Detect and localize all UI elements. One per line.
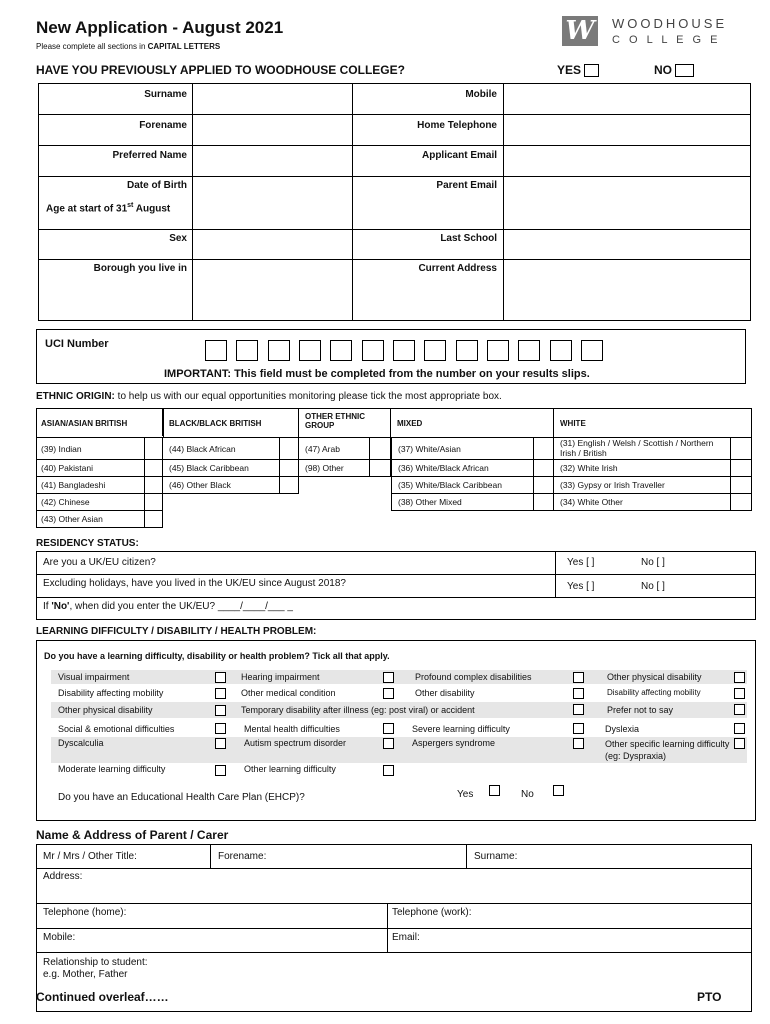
uci-digit-4[interactable] bbox=[299, 340, 321, 361]
parent-address-field[interactable]: Address: bbox=[43, 871, 83, 882]
ethnic-checkbox-indian[interactable] bbox=[144, 437, 163, 460]
header-asian: ASIAN/ASIAN BRITISH bbox=[41, 419, 128, 428]
checkbox-dyscalculia[interactable] bbox=[215, 738, 226, 749]
checkbox-other-physical[interactable] bbox=[215, 705, 226, 716]
checkbox-other-specific-learning[interactable] bbox=[734, 738, 745, 749]
option-other-learning: Other learning difficulty bbox=[244, 764, 336, 774]
checkbox-social-emotional[interactable] bbox=[215, 723, 226, 734]
ethnic-checkbox-white-asian[interactable] bbox=[533, 437, 554, 460]
uci-digit-2[interactable] bbox=[236, 340, 258, 361]
applicant-email-label: Applicant Email bbox=[421, 150, 497, 161]
header-black: BLACK/BLACK BRITISH bbox=[169, 419, 262, 428]
checkbox-other-learning[interactable] bbox=[383, 765, 394, 776]
ehcp-no-label: No bbox=[521, 789, 534, 800]
borough-field[interactable] bbox=[193, 260, 352, 320]
ethnic-option-bangladeshi: (41) Bangladeshi bbox=[41, 480, 106, 490]
uci-digit-6[interactable] bbox=[362, 340, 384, 361]
ethnic-checkbox-black-caribbean[interactable] bbox=[280, 460, 299, 477]
citizen-yes-option[interactable]: Yes [ ] bbox=[567, 557, 595, 568]
lived-no-option[interactable]: No [ ] bbox=[641, 581, 665, 592]
ethnic-option-gypsy-traveller: (33) Gypsy or Irish Traveller bbox=[560, 480, 665, 490]
ehcp-yes-label: Yes bbox=[457, 789, 474, 800]
preferred-name-field[interactable] bbox=[193, 146, 352, 176]
option-other-physical-2: Other physical disability bbox=[607, 672, 702, 682]
uci-digit-5[interactable] bbox=[330, 340, 352, 361]
ethnic-checkbox-chinese[interactable] bbox=[144, 494, 163, 511]
age-label: Age at start of 31st August bbox=[46, 202, 171, 215]
uci-digit-3[interactable] bbox=[268, 340, 290, 361]
uci-digit-7[interactable] bbox=[393, 340, 415, 361]
previously-applied-no[interactable]: NO bbox=[654, 63, 694, 77]
option-other-physical: Other physical disability bbox=[58, 705, 153, 715]
ethnic-checkbox-black-african[interactable] bbox=[280, 437, 299, 460]
dob-field[interactable] bbox=[193, 177, 352, 229]
dob-label: Date of Birth bbox=[127, 180, 187, 191]
ethnic-checkbox-other[interactable] bbox=[370, 460, 391, 477]
ethnic-option-arab: (47) Arab bbox=[305, 444, 340, 454]
ethnic-option-white-black-african: (36) White/Black African bbox=[398, 463, 489, 473]
relationship-label[interactable]: Relationship to student: bbox=[43, 957, 148, 968]
mobile-field[interactable] bbox=[504, 84, 750, 114]
ehcp-no-checkbox[interactable] bbox=[553, 785, 564, 796]
ethnic-checkbox-british[interactable] bbox=[731, 437, 752, 460]
ethnic-option-other-asian: (43) Other Asian bbox=[41, 514, 103, 524]
option-dyscalculia: Dyscalculia bbox=[58, 738, 104, 748]
ethnic-checkbox-arab[interactable] bbox=[370, 437, 391, 460]
forename-field[interactable] bbox=[193, 115, 352, 145]
ethnic-table bbox=[36, 408, 756, 530]
ehcp-yes-checkbox[interactable] bbox=[489, 785, 500, 796]
ethnic-option-pakistani: (40) Pakistani bbox=[41, 463, 93, 473]
ethnic-checkbox-other-asian[interactable] bbox=[144, 511, 163, 528]
parent-heading: Name & Address of Parent / Carer bbox=[36, 828, 229, 842]
lived-in-uk-question: Excluding holidays, have you lived in the UK/EU since August 2018? bbox=[43, 578, 346, 589]
option-disability-mobility: Disability affecting mobility bbox=[58, 688, 164, 698]
mobile-label: Mobile bbox=[465, 89, 497, 100]
option-prefer-not-to-say: Prefer not to say bbox=[607, 705, 674, 715]
checkbox-moderate-learning[interactable] bbox=[215, 765, 226, 776]
checkbox-visual-impairment[interactable] bbox=[215, 672, 226, 683]
ethnic-option-white-other: (34) White Other bbox=[560, 497, 623, 507]
yes-checkbox[interactable] bbox=[584, 64, 599, 77]
option-aspergers: Aspergers syndrome bbox=[412, 738, 496, 748]
uk-eu-citizen-question: Are you a UK/EU citizen? bbox=[43, 557, 156, 568]
header-white: WHITE bbox=[560, 419, 586, 428]
ethnic-checkbox-white-black-caribbean[interactable] bbox=[533, 477, 554, 494]
checkbox-profound-complex[interactable] bbox=[573, 672, 584, 683]
logo-text-line2: C O L L E G E bbox=[612, 34, 721, 46]
checkbox-hearing-impairment[interactable] bbox=[383, 672, 394, 683]
option-severe-learning: Severe learning difficulty bbox=[412, 724, 510, 734]
learning-question: Do you have a learning difficulty, disability or health problem? Tick all that apply. bbox=[44, 651, 390, 661]
logo-w-icon: W bbox=[565, 16, 595, 46]
previously-applied-yes[interactable]: YES bbox=[557, 63, 599, 77]
parent-email-label: Parent Email bbox=[436, 180, 497, 191]
ethnic-checkbox-white-irish[interactable] bbox=[731, 460, 752, 477]
current-address-field[interactable] bbox=[504, 260, 750, 320]
option-autism: Autism spectrum disorder bbox=[244, 738, 347, 748]
checkbox-disability-mobility[interactable] bbox=[215, 688, 226, 699]
checkbox-autism[interactable] bbox=[383, 738, 394, 749]
relationship-example: e.g. Mother, Father bbox=[43, 969, 128, 980]
preferred-name-label: Preferred Name bbox=[112, 150, 187, 161]
option-social-emotional: Social & emotional difficulties bbox=[58, 724, 175, 734]
previously-applied-question: HAVE YOU PREVIOUSLY APPLIED TO WOODHOUSE COLLEGE? bbox=[36, 63, 405, 77]
uci-digit-1[interactable] bbox=[205, 340, 227, 361]
uci-digit-9[interactable] bbox=[456, 340, 478, 361]
ethnic-checkbox-white-other[interactable] bbox=[731, 494, 752, 511]
parent-surname-field[interactable]: Surname: bbox=[474, 851, 518, 862]
residency-section bbox=[36, 551, 756, 620]
option-mental-health: Mental health difficulties bbox=[244, 724, 340, 734]
option-other-medical: Other medical condition bbox=[241, 688, 336, 698]
pto-label: PTO bbox=[697, 990, 722, 1004]
option-disability-mobility-2: Disability affecting mobility bbox=[607, 688, 701, 697]
option-moderate-learning: Moderate learning difficulty bbox=[58, 764, 166, 774]
uci-label: UCI Number bbox=[45, 338, 109, 350]
option-dyslexia: Dyslexia bbox=[605, 724, 640, 734]
uci-digit-13[interactable] bbox=[581, 340, 603, 361]
ethnic-option-white-black-caribbean: (35) White/Black Caribbean bbox=[398, 480, 502, 490]
ethnic-checkbox-other-black[interactable] bbox=[280, 477, 299, 494]
learning-section bbox=[36, 640, 756, 821]
option-profound-complex: Profound complex disabilities bbox=[415, 672, 532, 682]
checkbox-disability-mobility-2[interactable] bbox=[734, 688, 745, 699]
sex-label: Sex bbox=[169, 233, 187, 244]
uci-digit-11[interactable] bbox=[518, 340, 540, 361]
checkbox-other-physical-2[interactable] bbox=[734, 672, 745, 683]
ethnic-checkbox-gypsy-traveller[interactable] bbox=[731, 477, 752, 494]
college-logo bbox=[562, 16, 598, 46]
ehcp-question: Do you have an Educational Health Care Plan (EHCP)? bbox=[58, 792, 305, 803]
home-telephone-label: Home Telephone bbox=[417, 120, 497, 131]
ethnic-checkbox-other-mixed[interactable] bbox=[533, 494, 554, 511]
uci-digit-8[interactable] bbox=[424, 340, 446, 361]
applicant-email-field[interactable] bbox=[504, 146, 750, 176]
ethnic-checkbox-bangladeshi[interactable] bbox=[144, 477, 163, 494]
parent-tel-work-field[interactable]: Telephone (work): bbox=[392, 907, 472, 918]
ethnic-checkbox-pakistani[interactable] bbox=[144, 460, 163, 477]
option-visual-impairment: Visual impairment bbox=[58, 672, 130, 682]
entry-date-question[interactable]: If 'No', when did you enter the UK/EU? ____/____/___ _ bbox=[43, 601, 293, 612]
parent-title-field[interactable]: Mr / Mrs / Other Title: bbox=[43, 851, 137, 862]
parent-email-field[interactable] bbox=[504, 177, 750, 229]
surname-field[interactable] bbox=[193, 84, 352, 114]
option-temporary-disability: Temporary disability after illness (eg: post viral) or accident bbox=[241, 705, 475, 715]
option-other-disability: Other disability bbox=[415, 688, 475, 698]
checkbox-prefer-not-to-say[interactable] bbox=[734, 704, 745, 715]
personal-details-grid bbox=[38, 83, 751, 321]
ethnic-option-other-black: (46) Other Black bbox=[169, 480, 231, 490]
page-title: New Application - August 2021 bbox=[36, 18, 284, 37]
ethnic-option-chinese: (42) Chinese bbox=[41, 497, 90, 507]
ethnic-option-other-mixed: (38) Other Mixed bbox=[398, 497, 462, 507]
checkbox-temporary-disability[interactable] bbox=[573, 704, 584, 715]
ethnic-option-british: (31) English / Welsh / Scottish / Northern Irish / British bbox=[560, 438, 714, 458]
citizen-no-option[interactable]: No [ ] bbox=[641, 557, 665, 568]
ethnic-option-white-asian: (37) White/Asian bbox=[398, 444, 461, 454]
residency-heading: RESIDENCY STATUS: bbox=[36, 538, 139, 549]
parent-forename-field[interactable]: Forename: bbox=[218, 851, 267, 862]
ethnic-option-black-african: (44) Black African bbox=[169, 444, 236, 454]
checkbox-other-disability[interactable] bbox=[573, 688, 584, 699]
option-hearing-impairment: Hearing impairment bbox=[241, 672, 320, 682]
option-other-specific-learning: Other specific learning difficulty (eg: Dyspraxia) bbox=[605, 739, 730, 761]
last-school-field[interactable] bbox=[504, 230, 750, 259]
checkbox-mental-health[interactable] bbox=[383, 723, 394, 734]
checkbox-aspergers[interactable] bbox=[573, 738, 584, 749]
header-other: OTHER ETHNIC GROUP bbox=[305, 412, 365, 430]
parent-tel-home-field[interactable]: Telephone (home): bbox=[43, 907, 127, 918]
checkbox-other-medical[interactable] bbox=[383, 688, 394, 699]
current-address-label: Current Address bbox=[418, 263, 497, 274]
uci-digit-12[interactable] bbox=[550, 340, 572, 361]
ethnic-option-other: (98) Other bbox=[305, 463, 344, 473]
instructions: Please complete all sections in CAPITAL LETTERS bbox=[36, 42, 221, 51]
logo-text-line1: WOODHOUSE bbox=[612, 16, 728, 31]
parent-email-field[interactable]: Email: bbox=[392, 932, 420, 943]
uci-digit-10[interactable] bbox=[487, 340, 509, 361]
checkbox-severe-learning[interactable] bbox=[573, 723, 584, 734]
last-school-label: Last School bbox=[440, 233, 497, 244]
ethnic-checkbox-white-black-african[interactable] bbox=[533, 460, 554, 477]
header-mixed: MIXED bbox=[397, 419, 423, 428]
continued-overleaf: Continued overleaf…… bbox=[36, 990, 169, 1004]
uci-important-note: IMPORTANT: This field must be completed from the number on your results slips. bbox=[164, 368, 590, 380]
parent-mobile-field[interactable]: Mobile: bbox=[43, 932, 76, 943]
ethnic-heading: ETHNIC ORIGIN: to help us with our equal opportunities monitoring please tick the most appropriate box. bbox=[36, 391, 502, 402]
ethnic-option-white-irish: (32) White Irish bbox=[560, 463, 618, 473]
ethnic-option-black-caribbean: (45) Black Caribbean bbox=[169, 463, 249, 473]
lived-yes-option[interactable]: Yes [ ] bbox=[567, 581, 595, 592]
forename-label: Forename bbox=[139, 120, 187, 131]
borough-label: Borough you live in bbox=[93, 263, 187, 274]
sex-field[interactable] bbox=[193, 230, 352, 259]
no-checkbox[interactable] bbox=[675, 64, 694, 77]
checkbox-dyslexia[interactable] bbox=[734, 723, 745, 734]
ethnic-option-indian: (39) Indian bbox=[41, 444, 82, 454]
parent-section bbox=[36, 844, 752, 1012]
surname-label: Surname bbox=[144, 89, 187, 100]
learning-heading: LEARNING DIFFICULTY / DISABILITY / HEALTH PROBLEM: bbox=[36, 626, 317, 637]
home-telephone-field[interactable] bbox=[504, 115, 750, 145]
